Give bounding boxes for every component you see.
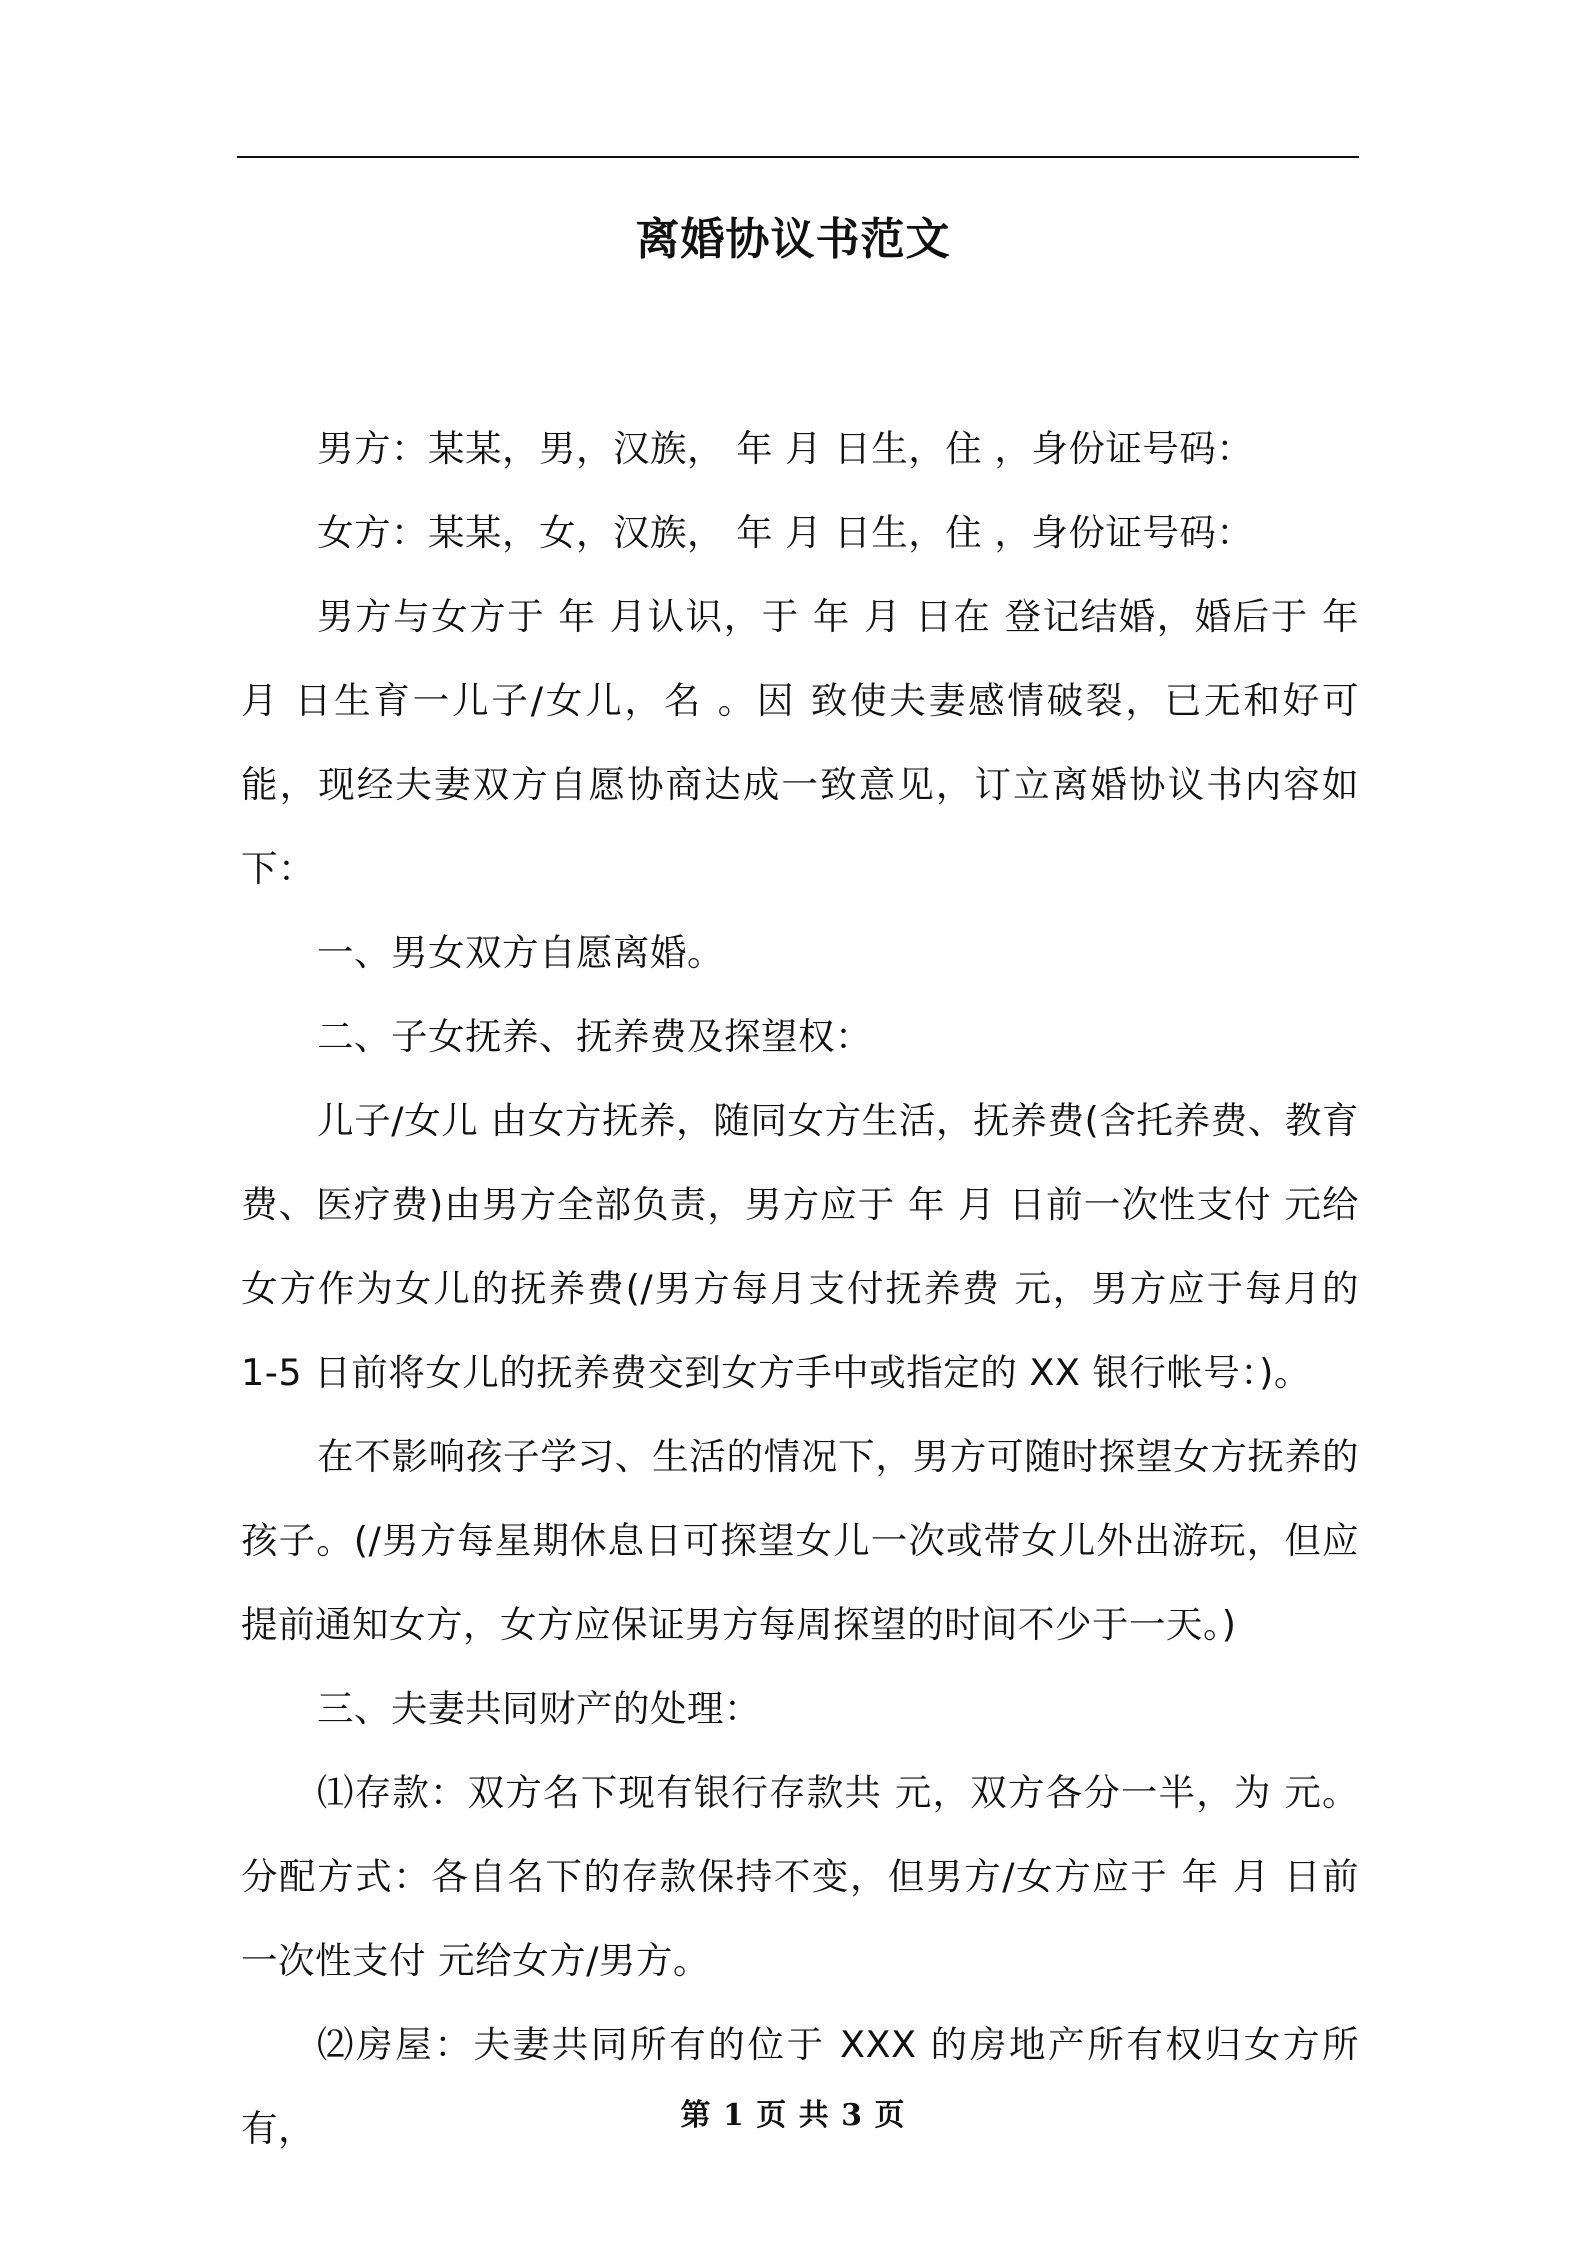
clause-heading-divorce: 一、男女双方自愿离婚。	[317, 931, 724, 974]
paragraph-deposits: ⑴存款：双方名下现有银行存款共 元，双方各分一半，为 元。分配方式：各自名下的存款保持不变，但男方/女方应于 年 月 日前一次性支付 元给女方/男方。	[241, 1771, 1359, 1982]
paragraph-preamble: 男方与女方于 年 月认识，于 年 月 日在 登记结婚，婚后于 年 月 日生育一儿子/女儿，名 。因 致使夫妻感情破裂，已无和好可能，现经夫妻双方自愿协商达成一致意见，订立离婚协议书内容如下：	[241, 595, 1359, 890]
document-body	[241, 407, 1359, 2171]
paragraph-house: ⑵房屋：夫妻共同所有的位于 XXX 的房地产所有权归女方所有，	[241, 2023, 1359, 2150]
clause-heading-child-support: 二、子女抚养、抚养费及探望权：	[317, 1015, 872, 1058]
header-rule	[237, 156, 1359, 158]
document-title: 离婚协议书范文	[635, 214, 951, 265]
clause-heading-property: 三、夫妻共同财产的处理：	[317, 1687, 761, 1730]
paragraph-child-support: 儿子/女儿 由女方抚养，随同女方生活，抚养费(含托养费、教育费、医疗费)由男方全部负责，男方应于 年 月 日前一次性支付 元给女方作为女儿的抚养费(/男方每月支付抚养费 元，男方应于每月的 1-5 日前将女儿的抚养费交到女方手中或指定的 XX 银行帐号：)。	[241, 1099, 1359, 1394]
paragraph-female-party: 女方：某某，女，汉族， 年 月 日生，住 ，身份证号码：	[317, 511, 1254, 554]
paragraph-visitation: 在不影响孩子学习、生活的情况下，男方可随时探望女方抚养的孩子。(/男方每星期休息日可探望女儿一次或带女儿外出游玩，但应提前通知女方，女方应保证男方每周探望的时间不少于一天。)	[241, 1435, 1359, 1646]
paragraph-male-party: 男方：某某，男，汉族， 年 月 日生，住 ，身份证号码：	[317, 427, 1254, 470]
page-number-footer: 第 1 页 共 3 页	[680, 2098, 906, 2133]
